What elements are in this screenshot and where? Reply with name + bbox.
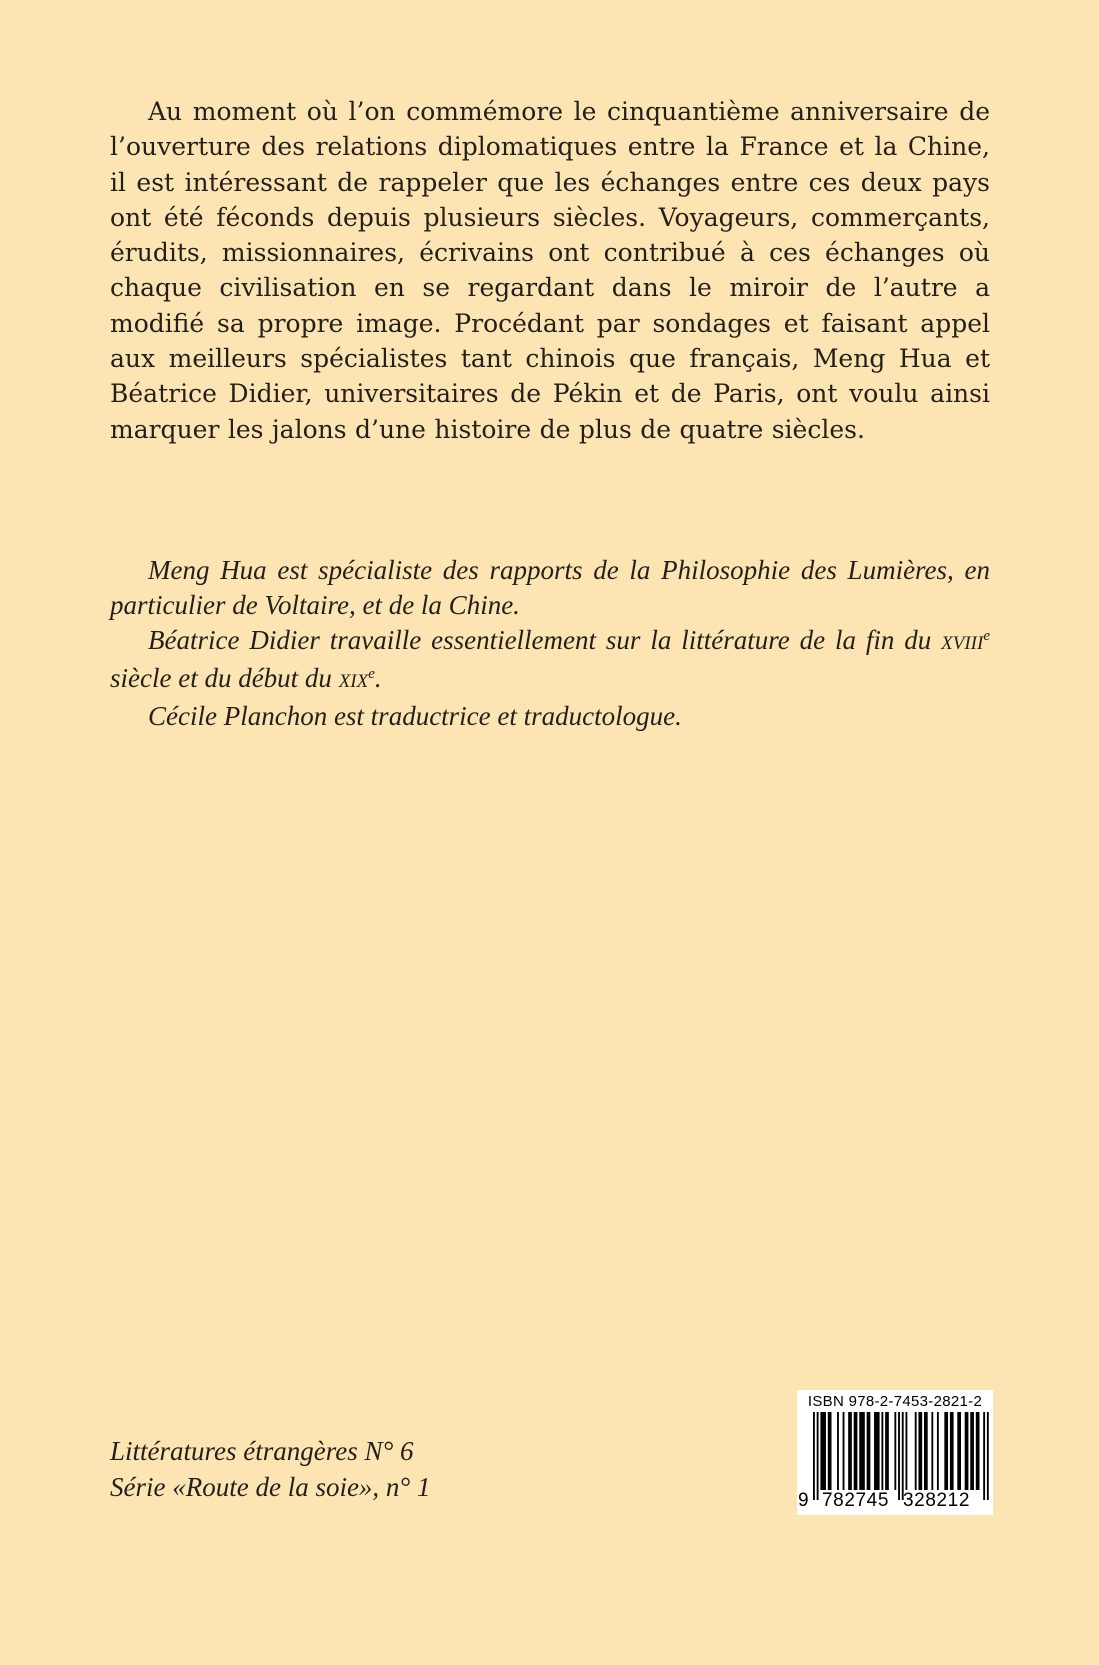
barcode-bar-12 [885, 1412, 889, 1490]
barcode-bar-4 [837, 1412, 839, 1490]
barcode-bar-2 [820, 1412, 826, 1490]
synopsis-paragraph: Au moment où l’on commémore le cinquantième anniversaire de l’ouverture des relations diplomatiques entre la France et la Chine, il est intéressant de rappeler que les échanges entre ces deux pays ont été féconds depuis plusieurs siècles. Voyageurs, commerçants, érudits, missionnaires, écrivains ont contribué à ces échanges où chaque civilisation en se regardant dans le miroir de l’autre a modifié sa propre image. Procédant par sondages et faisant appel aux meilleurs spécialistes tant chinois que français, Meng Hua et Béatrice Didier, universitaires de Pékin et de Paris, ont voulu ainsi marquer les jalons d’une histoire de plus de quatre siècles. [110, 97, 990, 444]
barcode-bar-14 [898, 1412, 900, 1500]
bio-cecile-planchon: Cécile Planchon est traductrice et traductologue. [148, 701, 682, 731]
barcode-bar-7 [854, 1412, 858, 1490]
bio-didier-prefix: Béatrice Didier travaille essentiellement sur la littérature de la fin du [148, 625, 942, 655]
barcode-bar-29 [987, 1412, 989, 1500]
century-xviii-superscript: e [983, 628, 990, 644]
barcode-bar-18 [918, 1412, 922, 1490]
barcode-bar-22 [944, 1412, 948, 1490]
collection-line: Littératures étrangères N° 6 [110, 1436, 414, 1466]
barcode-bar-10 [874, 1412, 880, 1490]
series-line: Série «Route de la soie», n° 1 [110, 1472, 431, 1502]
barcode-digits-left: 782745 [822, 1490, 890, 1511]
barcode-bar-5 [843, 1412, 845, 1490]
century-xviii: XVIII [941, 633, 984, 654]
barcode-bar-1 [817, 1412, 819, 1500]
barcode-bar-16 [906, 1412, 908, 1490]
barcode-bar-27 [976, 1412, 980, 1490]
barcode-bar-26 [970, 1412, 974, 1490]
barcode-bar-15 [902, 1412, 904, 1500]
isbn-label: ISBN 978-2-7453-2821-2 [807, 1393, 983, 1410]
century-xix: XIX [338, 671, 369, 692]
barcode-bar-21 [937, 1412, 939, 1490]
barcode-digits-right: 328212 [903, 1490, 971, 1511]
barcode-digit-first: 9 [798, 1490, 810, 1511]
barcode-bar-25 [965, 1412, 969, 1490]
barcode-bar-20 [931, 1412, 933, 1490]
isbn-barcode [797, 1390, 993, 1515]
barcode-bar-8 [859, 1412, 865, 1490]
barcode-bar-17 [915, 1412, 917, 1490]
bio-beatrice-didier [110, 623, 990, 699]
barcode-bar-28 [983, 1412, 985, 1500]
century-xix-superscript: e [368, 666, 375, 682]
barcode-bar-13 [894, 1412, 896, 1490]
bio-didier-suffix: . [374, 663, 382, 693]
bio-didier-middle: siècle et du début du [110, 663, 339, 693]
author-bios [110, 553, 990, 734]
barcode-bar-6 [848, 1412, 852, 1490]
barcode-bar-3 [828, 1412, 832, 1490]
series-info [110, 1433, 670, 1505]
barcode-bar-24 [957, 1412, 961, 1490]
barcode-bar-9 [867, 1412, 871, 1490]
barcode-bar-0 [813, 1412, 815, 1500]
barcode-bar-19 [924, 1412, 928, 1490]
barcode-bar-11 [881, 1412, 883, 1490]
bio-meng-hua: Meng Hua est spécialiste des rapports de la Philosophie des Lumières, en particulier de Voltaire, et de la Chine. [110, 555, 990, 620]
barcode-bar-23 [950, 1412, 954, 1490]
